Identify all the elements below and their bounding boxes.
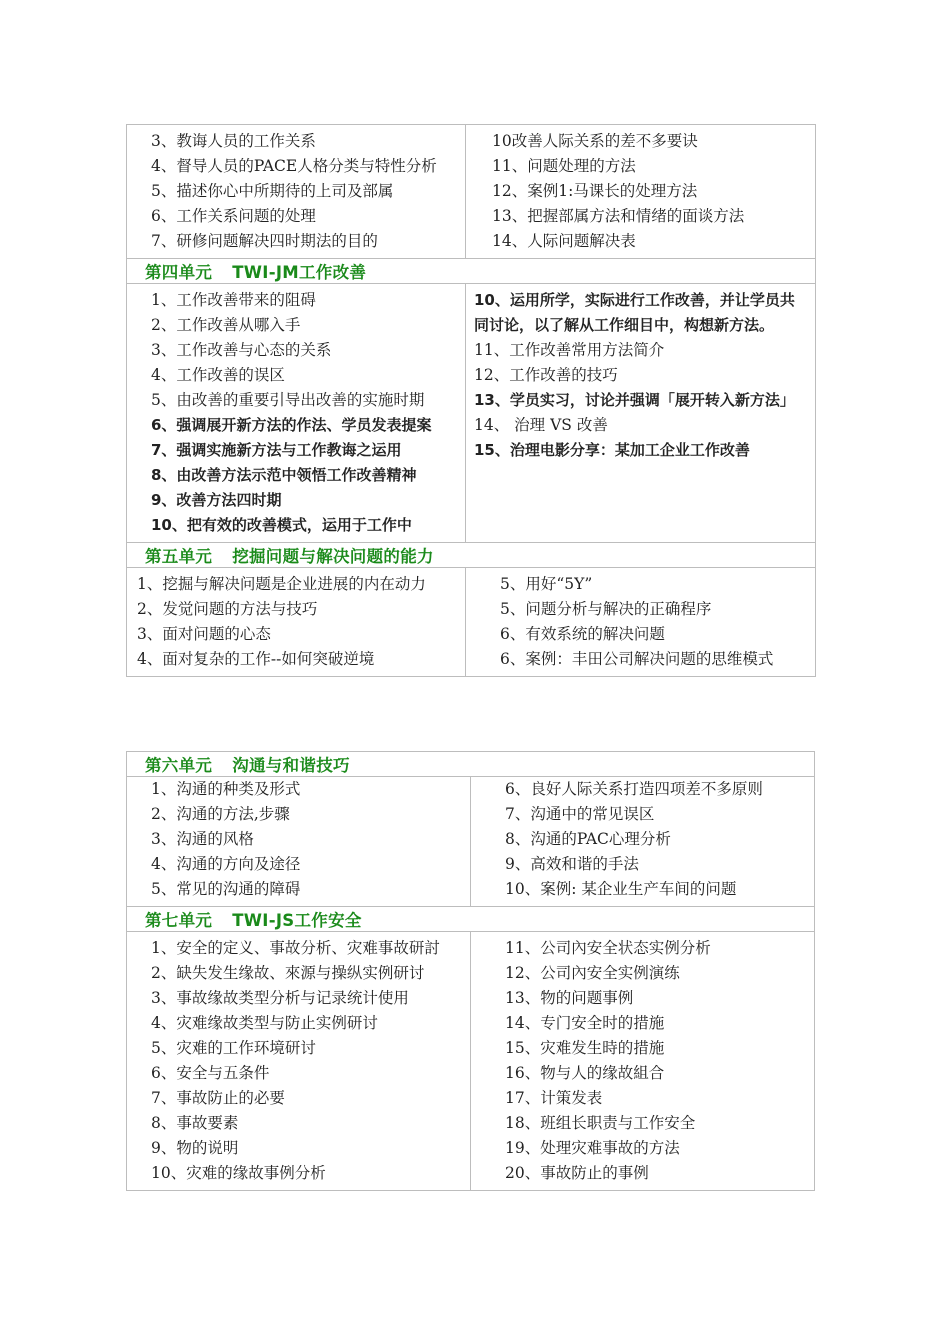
unit-header-row: [127, 259, 816, 284]
list-item: 11、公司內安全状态实例分析: [505, 939, 711, 957]
unit-title: 第七单元 TWI-JS工作安全: [145, 911, 362, 930]
unit3-right-cell: [466, 125, 816, 259]
list-item: 1、工作改善带来的阻碍: [151, 291, 316, 309]
item-list: [466, 568, 815, 676]
list-item: 2、发觉问题的方法与技巧: [137, 600, 318, 618]
item-list: [466, 125, 815, 258]
list-item: 3、教诲人员的工作关系: [151, 132, 316, 150]
item-list: [127, 568, 465, 676]
list-item: 6、强调展开新方法的作法、学员发表提案: [151, 416, 432, 434]
list-item: 8、由改善方法示范中领悟工作改善精神: [151, 466, 417, 484]
list-item: 11、问题处理的方法: [492, 157, 636, 175]
list-item: 4、灾难缘故类型与防止实例研讨: [151, 1014, 378, 1032]
list-item: 15、灾难发生時的措施: [505, 1039, 665, 1057]
list-item: 15、治理电影分享：某加工企业工作改善: [474, 441, 750, 459]
list-item: 4、督导人员的PACE人格分类与特性分析: [151, 157, 437, 175]
list-item: 20、事故防止的事例: [505, 1164, 649, 1182]
unit5-header: [127, 543, 816, 568]
list-item: 5、常见的沟通的障碍: [151, 880, 301, 898]
list-item: 2、缺失发生缘故、來源与操纵实例研讨: [151, 964, 425, 982]
course-outline-table-2: [126, 751, 815, 1191]
unit-header-row: [127, 752, 815, 777]
unit6-left-cell: [127, 777, 471, 907]
list-item: 3、工作改善与心态的关系: [151, 341, 332, 359]
table-row: [127, 568, 816, 677]
item-list: [471, 932, 814, 1190]
unit4-left-cell: [127, 284, 466, 543]
list-item: 12、工作改善的技巧: [474, 366, 618, 384]
list-item: 13、把握部属方法和情绪的面谈方法: [492, 207, 745, 225]
unit5-left-cell: [127, 568, 466, 677]
list-item: 1、挖掘与解决问题是企业进展的内在动力: [137, 575, 426, 593]
list-item: 1、安全的定义、事故分析、灾难事故研討: [151, 939, 440, 957]
unit5-right-cell: [466, 568, 816, 677]
list-item: 14、 治理 VS 改善: [474, 416, 608, 434]
list-item: 10、把有效的改善模式，运用于工作中: [151, 516, 412, 534]
list-item: 2、工作改善从哪入手: [151, 316, 301, 334]
list-item: 16、物与人的缘故組合: [505, 1064, 665, 1082]
unit6-header: [127, 752, 815, 777]
table-row: [127, 777, 815, 907]
list-item: 4、沟通的方向及途径: [151, 855, 301, 873]
list-item: 6、案例：丰田公司解决问题的思维模式: [500, 650, 774, 668]
table-row: [127, 125, 816, 259]
list-item: 4、工作改善的误区: [151, 366, 285, 384]
unit4-header: [127, 259, 816, 284]
list-item: 3、面对问题的心态: [137, 625, 271, 643]
list-item: 3、沟通的风格: [151, 830, 254, 848]
list-item: 10、灾难的缘故事例分析: [151, 1164, 326, 1182]
list-item: 7、事故防止的必要: [151, 1089, 285, 1107]
item-list: [127, 932, 470, 1190]
list-item: 5、描述你心中所期待的上司及部属: [151, 182, 394, 200]
table-row: [127, 284, 816, 543]
list-item: 5、由改善的重要引导出改善的实施时期: [151, 391, 425, 409]
unit-header-row: [127, 543, 816, 568]
unit3-left-cell: [127, 125, 466, 259]
list-item: 8、事故要素: [151, 1114, 239, 1132]
item-list: [127, 125, 465, 258]
list-item: 3、事故缘故类型分析与记录统计使用: [151, 989, 409, 1007]
list-item: 7、强调实施新方法与工作教诲之运用: [151, 441, 402, 459]
list-item: 12、公司內安全实例演练: [505, 964, 680, 982]
unit7-header: [127, 907, 815, 932]
list-item: 1、沟通的种类及形式: [151, 780, 301, 798]
unit-title: 第五单元 挖掘问题与解决问题的能力: [145, 547, 434, 566]
list-item: 18、班组长职责与工作安全: [505, 1114, 696, 1132]
list-item: 14、专门安全时的措施: [505, 1014, 665, 1032]
unit-title: 第六单元 沟通与和谐技巧: [145, 756, 350, 775]
list-item: 12、案例1:马课长的处理方法: [492, 182, 698, 200]
list-item: 5、问题分析与解决的正确程序: [500, 600, 712, 618]
list-item: 10、案例: 某企业生产车间的问题: [505, 880, 737, 898]
item-list: [127, 284, 465, 542]
list-item: 10、运用所学，实际进行工作改善，并让学员共同讨论，以了解从工作细目中，构想新方法。: [474, 291, 795, 334]
list-item: 13、物的问题事例: [505, 989, 634, 1007]
list-item: 9、高效和谐的手法: [505, 855, 639, 873]
list-item: 7、研修问题解决四时期法的目的: [151, 232, 378, 250]
list-item: 6、良好人际关系打造四项差不多原则: [505, 780, 763, 798]
list-item: 13、学员实习，讨论并强调「展开转入新方法」: [474, 391, 795, 409]
unit6-right-cell: [471, 777, 815, 907]
unit4-right-cell: [466, 284, 816, 543]
course-outline-table-1: [126, 124, 816, 677]
list-item: 11、工作改善常用方法简介: [474, 341, 665, 359]
item-list: [466, 284, 815, 467]
list-item: 2、沟通的方法,步骤: [151, 805, 290, 823]
unit7-left-cell: [127, 932, 471, 1191]
list-item: 8、沟通的PAC心理分析: [505, 830, 671, 848]
table-row: [127, 932, 815, 1191]
list-item: 10改善人际关系的差不多要诀: [492, 132, 698, 150]
unit-title: 第四单元 TWI-JM工作改善: [145, 263, 367, 282]
list-item: 19、处理灾难事故的方法: [505, 1139, 680, 1157]
list-item: 6、安全与五条件: [151, 1064, 270, 1082]
list-item: 14、人际问题解决表: [492, 232, 636, 250]
item-list: [471, 777, 814, 906]
list-item: 9、改善方法四时期: [151, 491, 282, 509]
unit-header-row: [127, 907, 815, 932]
list-item: 6、有效系统的解决问题: [500, 625, 665, 643]
list-item: 5、灾难的工作环境研讨: [151, 1039, 316, 1057]
unit7-right-cell: [471, 932, 815, 1191]
list-item: 9、物的说明: [151, 1139, 239, 1157]
list-item: 5、用好“5Y”: [500, 575, 593, 593]
list-item: 4、面对复杂的工作--如何突破逆境: [137, 650, 375, 668]
list-item: 7、沟通中的常见误区: [505, 805, 655, 823]
list-item: 17、计策发表: [505, 1089, 603, 1107]
list-item: 6、工作关系问题的处理: [151, 207, 316, 225]
item-list: [127, 777, 470, 906]
